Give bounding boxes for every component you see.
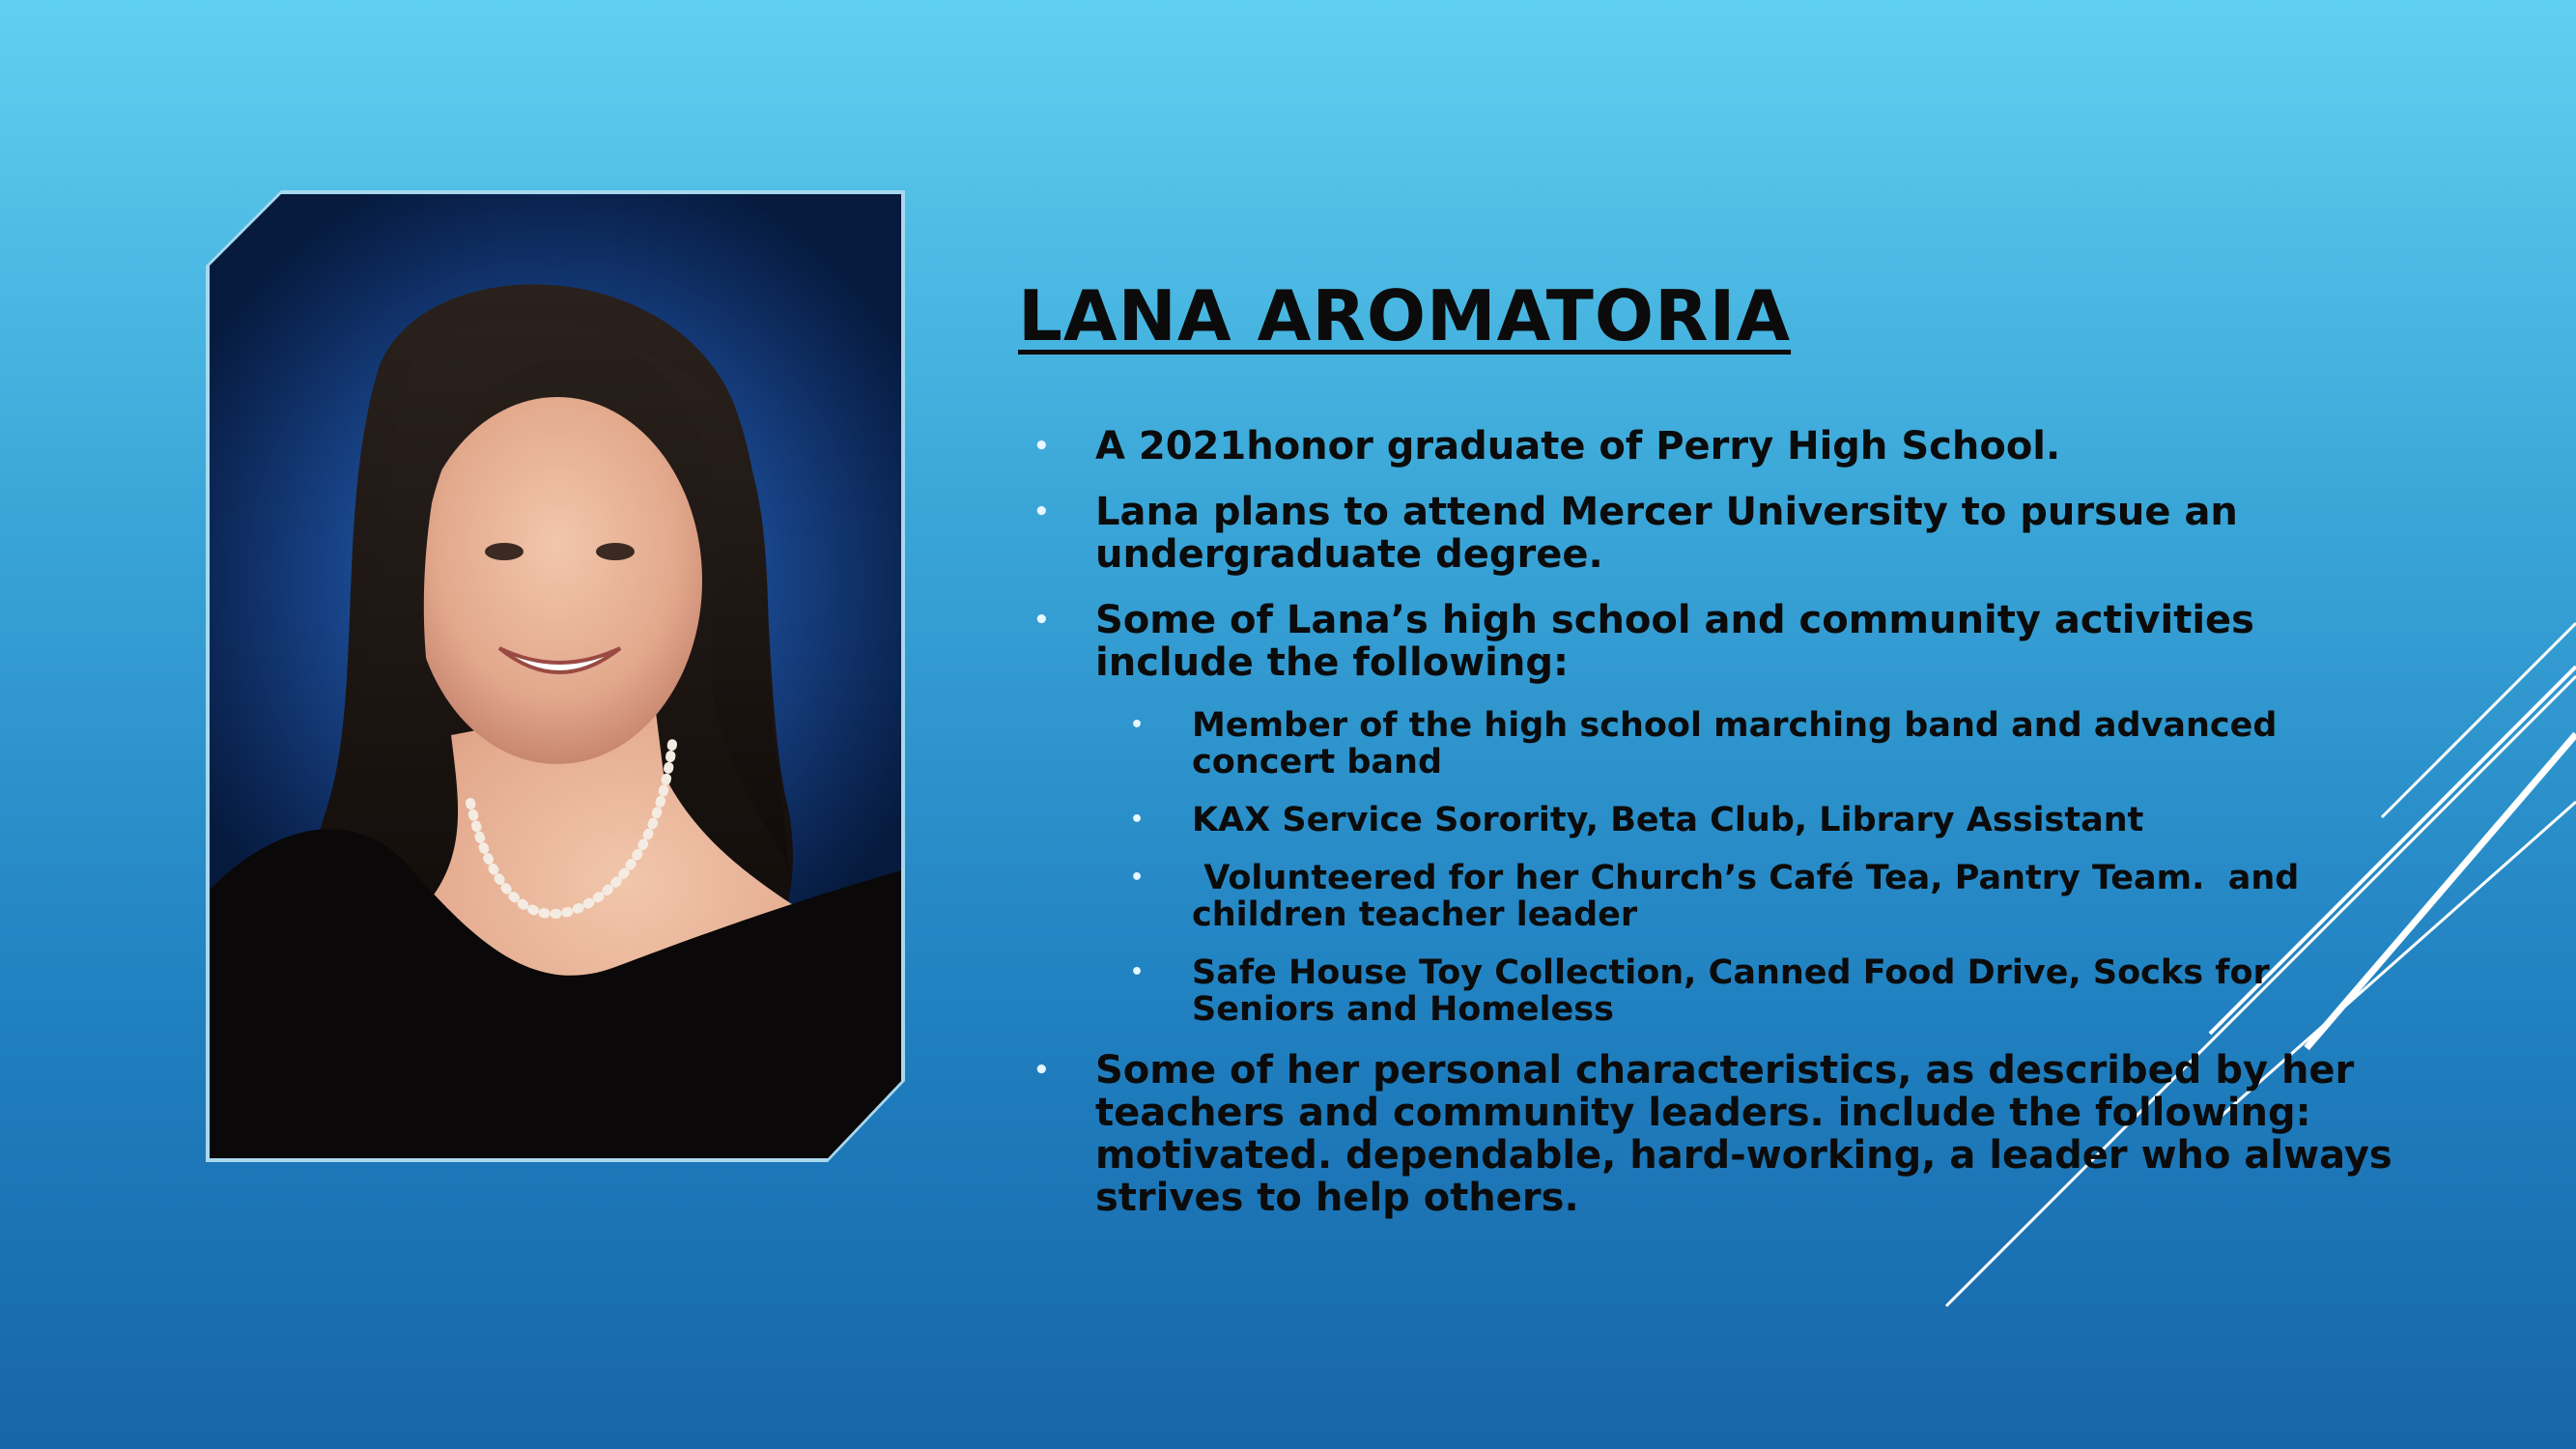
- sub-bullet-volunteer: [1018, 860, 2399, 933]
- bullet-dot-icon: •: [1033, 497, 1050, 526]
- sub-bullet-band: [1018, 707, 2399, 781]
- bullet-text: Some of her personal characteristics, as described by her teachers and community leaders. include the following: motivated. dependable, hard-working, a leader who always strives to help others.: [1095, 1048, 2392, 1220]
- bullet-list: [1018, 425, 2399, 1242]
- sub-bullet-dot-icon: •: [1130, 713, 1145, 737]
- bullet-item-activities: [1018, 599, 2399, 684]
- page-title: LANA AROMATORIA: [1018, 275, 1792, 356]
- sub-bullet-text: Safe House Toy Collection, Canned Food Drive, Socks for Seniors and Homeless: [1192, 953, 2270, 1029]
- sub-bullet-clubs: [1018, 802, 2399, 838]
- bullet-item-characteristics: [1018, 1049, 2399, 1219]
- portrait-frame: [206, 190, 905, 1162]
- portrait-illustration: [210, 194, 901, 1158]
- sub-bullet-text: Volunteered for her Church’s Café Tea, Pantry Team. and children teacher leader: [1192, 859, 2311, 934]
- bullet-dot-icon: •: [1033, 1056, 1050, 1085]
- bullet-dot-icon: •: [1033, 432, 1050, 461]
- sub-bullet-dot-icon: •: [1130, 866, 1145, 890]
- deco-line-1: [2382, 623, 2576, 817]
- bullet-text: Lana plans to attend Mercer University to pursue an undergraduate degree.: [1095, 490, 2238, 577]
- sub-bullet-drives: [1018, 954, 2399, 1028]
- bullet-dot-icon: •: [1033, 606, 1050, 635]
- bullet-item-graduate: [1018, 425, 2399, 468]
- bullet-text: Some of Lana’s high school and community activities include the following:: [1095, 598, 2254, 685]
- sub-bullet-dot-icon: •: [1130, 960, 1145, 984]
- sub-bullet-text: Member of the high school marching band and advanced concert band: [1192, 706, 2278, 781]
- sub-bullet-dot-icon: •: [1130, 808, 1145, 832]
- bullet-item-mercer: [1018, 491, 2399, 576]
- sub-bullet-text: KAX Service Sorority, Beta Club, Library Assistant: [1192, 801, 2144, 839]
- portrait-photo: [210, 194, 901, 1158]
- bullet-text: A 2021honor graduate of Perry High School.: [1095, 424, 2061, 469]
